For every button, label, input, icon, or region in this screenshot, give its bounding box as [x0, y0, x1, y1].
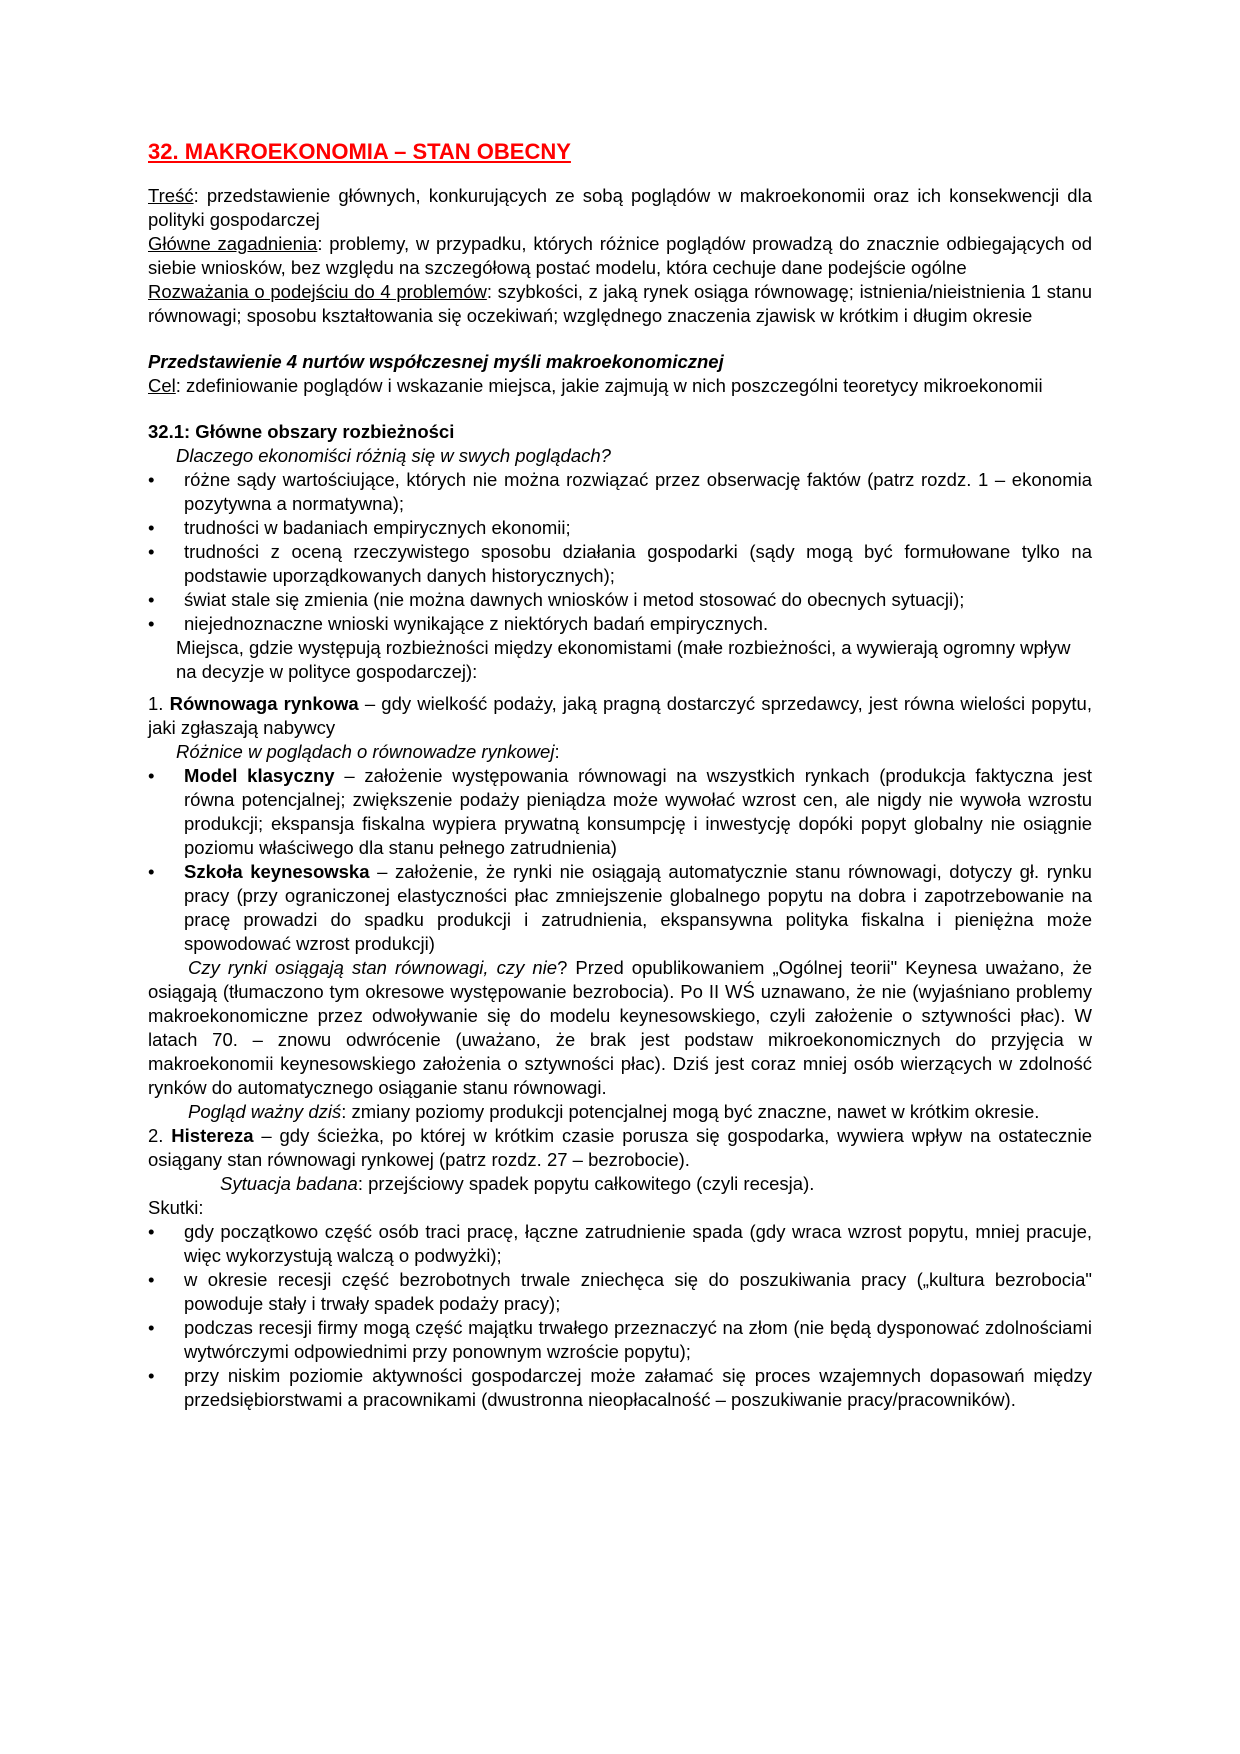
bullet-icon: •: [148, 517, 155, 538]
zagadnienia-label: Główne zagadnienia: [148, 233, 318, 254]
rozwazania-paragraph: [148, 280, 1092, 328]
item1-term: Równowaga rynkowa: [169, 693, 359, 714]
item2-paragraph: 2. Histereza – gdy ścieżka, po której w krótkim czasie porusza się gospodarka, wywiera wpływ na ostatecznie osiągany stan równowagi rynkowej (patrz rozdz. 27 – bezrobocie).: [148, 1125, 1092, 1170]
zagadnienia-paragraph: [148, 232, 1092, 280]
list-item: • trudności w badaniach empirycznych ekonomii;: [148, 517, 571, 538]
zagadnienia-text: : problemy, w przypadku, których różnice poglądów prowadzą do znacznie odbiegających od siebie wniosków, bez względu na szczegółową postać modelu, która cechuje dane podejście ogólne: [148, 233, 1092, 278]
bullet-icon: •: [148, 589, 155, 610]
list-item: • niejednoznaczne wnioski wynikające z niektórych badań empirycznych.: [148, 613, 769, 634]
reasons-list: [148, 468, 1092, 636]
situation-paragraph: Sytuacja badana: przejściowy spadek popytu całkowitego (czyli recesja).: [220, 1173, 815, 1194]
list-item: • gdy początkowo część osób traci pracę, łączne zatrudnienie spada (gdy wraca wzrost popytu, mniej pracuje, więc wykorzystują walczą o podwyżki);: [148, 1221, 1092, 1266]
list-item: • podczas recesji firmy mogą część majątku trwałego przeznaczyć na złom (nie będą dysponować zdolnościami wytwórczymi odpowiednimi przy ponownym wzroście popytu);: [148, 1317, 1092, 1362]
bullet-icon: •: [148, 1221, 155, 1242]
question2-paragraph: Czy rynki osiągają stan równowagi, czy nie? Przed opublikowaniem „Ogólnej teorii" Keynesa uważano, że osiągają (tłumaczono tym okresowe występowanie bezrobocia). Po II WŚ uznawano, że nie (wyjaśniano problemy makroekonomiczne przez odwoływanie się do modelu keynesowskiego, czyli założenie o sztywności płac). W latach 70. – znowu odwrócenie (uważano, że brak jest podstaw mikroekonomicznych do przyjęcia w makroekonomii keynesowskiego założenia o sztywności płac). Dziś jest coraz mniej osób wierzących w zdolność rynków do automatycznego osiąganie stanu równowagi.: [148, 957, 1093, 1098]
effects-list: [148, 1220, 1092, 1412]
bullet-icon: •: [148, 1365, 155, 1386]
item2-term: Histereza: [171, 1125, 254, 1146]
item1-paragraph: 1. Równowaga rynkowa – gdy wielkość podaży, jaką pragną dostarczyć sprzedawcy, jest równa wielości popytu, jaki zgłaszają nabywcy: [148, 693, 1092, 738]
tresc-label: Treść: [148, 185, 194, 206]
bullet-icon: •: [148, 1317, 155, 1338]
spacer: [148, 398, 1092, 420]
list-item: • różne sądy wartościujące, których nie można rozwiązać przez obserwację faktów (patrz rozdz. 1 – ekonomia pozytywna a normatywna);: [148, 469, 1092, 514]
document-page: [148, 138, 1092, 1412]
list-item: • świat stale się zmienia (nie można dawnych wniosków i metod stosować do obecnych sytuacji);: [148, 589, 965, 610]
view-paragraph: Pogląd ważny dziś: zmiany poziomy produkcji potencjalnej mogą być znaczne, nawet w krótkim okresie.: [188, 1101, 1040, 1122]
cel-text: : zdefiniowanie poglądów i wskazanie miejsca, jakie zajmują w nich poszczególni teoretycy mikroekonomii: [175, 375, 1043, 396]
list-item: • w okresie recesji część bezrobotnych trwale zniechęca się do poszukiwania pracy („kultura bezrobocia" powoduje stały i trwały spadek podaży pracy);: [148, 1269, 1092, 1314]
bullet-icon: •: [148, 469, 155, 490]
bullet-icon: •: [148, 861, 155, 882]
list-item: • Model klasyczny – założenie występowania równowagi na wszystkich rynkach (produkcja faktyczna jest równa potencjalnej; zwiększenie podaży pieniądza może wywołać wzrost cen, ale nigdy nie wywoła wzrostu produkcji; ekspansja fiskalna wypiera prywatną konsumpcję i inwestycję dopóki popyt globalny nie osiągnie poziomu właściwego dla stanu pełnego zatrudnienia): [148, 765, 1092, 858]
item1-sub: Różnice w poglądach o równowadze rynkowej:: [176, 741, 560, 762]
list-item: • trudności z oceną rzeczywistego sposobu działania gospodarki (sądy mogą być formułowane tylko na podstawie uporządkowanych danych historycznych);: [148, 541, 1092, 586]
bullet-icon: •: [148, 613, 155, 634]
document-title: 32. MAKROEKONOMIA – STAN OBECNY: [148, 139, 571, 164]
bullet-icon: •: [148, 1269, 155, 1290]
places-paragraph: Miejsca, gdzie występują rozbieżności między ekonomistami (małe rozbieżności, a wywierają ogromny wpływ na decyzje w polityce gospodarczej):: [176, 637, 1071, 682]
spacer: [148, 684, 1092, 692]
bullet-icon: •: [148, 541, 155, 562]
nurty-heading: Przedstawienie 4 nurtów współczesnej myśli makroekonomicznej: [148, 351, 724, 372]
rozwazania-label: Rozważania o podejściu do 4 problemów: [148, 281, 487, 302]
list-item: • przy niskim poziomie aktywności gospodarczej może załamać się proces wzajemnych dopasowań między przedsiębiorstwami a pracownikami (dwustronna nieopłacalność – poszukiwanie pracy/pracowników).: [148, 1365, 1092, 1410]
list-item: • Szkoła keynesowska – założenie, że rynki nie osiągają automatycznie stanu równowagi, dotyczy gł. rynku pracy (przy ograniczonej elastyczności płac zmniejszenie globalnego popytu na dobra i zapotrzebowanie na pracę prowadzi do spadku produkcji i zatrudnienia, ekspansywna polityka fiskalna i pieniężna może spowodować wzrost produkcji): [148, 861, 1092, 954]
section-heading: 32.1: Główne obszary rozbieżności: [148, 421, 455, 442]
cel-label: Cel: [148, 375, 176, 396]
effects-label: Skutki:: [148, 1197, 204, 1218]
section-question: Dlaczego ekonomiści różnią się w swych poglądach?: [176, 445, 611, 466]
cel-paragraph: [148, 374, 1092, 398]
rozwazania-text: : szybkości, z jaką rynek osiąga równowagę; istnienia/nieistnienia 1 stanu równowagi; sposobu kształtowania się oczekiwań; względnego znaczenia zjawisk w krótkim i długim okresie: [148, 281, 1092, 326]
tresc-text: : przedstawienie głównych, konkurujących ze sobą poglądów w makroekonomii oraz ich konsekwencji dla polityki gospodarczej: [148, 185, 1092, 230]
models-list: [148, 764, 1092, 956]
tresc-paragraph: [148, 184, 1092, 232]
bullet-icon: •: [148, 765, 155, 786]
spacer: [148, 328, 1092, 350]
